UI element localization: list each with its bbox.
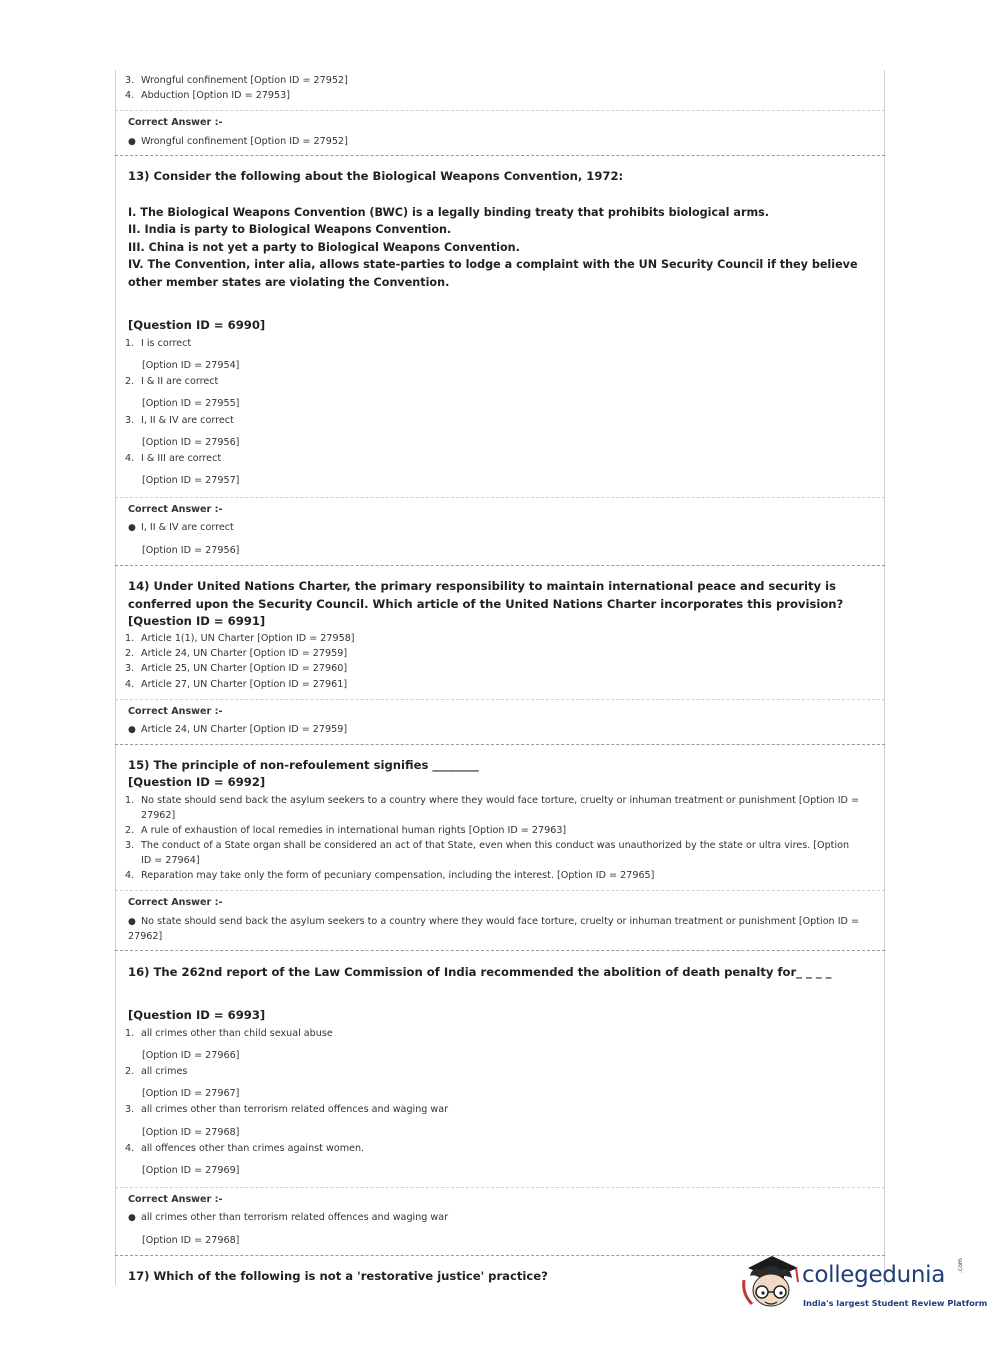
correct-answer: ● all crimes other than terrorism related offences and waging war (128, 1212, 449, 1223)
question-16-title: 16) The 262nd report of the Law Commission of India recommended the abolition of death penalty for_ _ _ _ (128, 965, 832, 979)
divider (115, 950, 885, 951)
question-13-title: 13) Consider the following about the Biological Weapons Convention, 1972: (128, 169, 624, 183)
question-id: [Question ID = 6993] (128, 1008, 266, 1022)
option-id: [Option ID = 27956] (142, 545, 240, 556)
option-item: 2. all crimes (125, 1066, 188, 1077)
option-id: [Option ID = 27968] (142, 1235, 240, 1246)
option-item: 2. Article 24, UN Charter [Option ID = 27959] (125, 648, 348, 659)
question-id: [Question ID = 6991] (128, 614, 266, 628)
statement-1: I. The Biological Weapons Convention (BWC) is a legally binding treaty that prohibits biological arms. (128, 206, 770, 219)
option-item-continued: 27962] (141, 810, 176, 821)
divider (115, 110, 885, 111)
correct-answer: ● No state should send back the asylum seekers to a country where they would face torture, cruelty or inhuman treatment or punishment [Option ID = (128, 916, 859, 927)
statement-4: IV. The Convention, inter alia, allows state-parties to lodge a complaint with the UN Security Council if they believe other member states are violating the Convention. (128, 258, 858, 289)
divider (115, 890, 885, 891)
correct-answer-label: Correct Answer :- (128, 706, 223, 717)
option-id: [Option ID = 27954] (142, 360, 240, 371)
option-item: 4. Article 27, UN Charter [Option ID = 27961] (125, 679, 348, 690)
correct-answer-label: Correct Answer :- (128, 1194, 223, 1205)
correct-answer: ● Article 24, UN Charter [Option ID = 27959] (128, 724, 348, 735)
option-id: [Option ID = 27966] (142, 1050, 240, 1061)
divider (115, 155, 885, 156)
option-item: 3. The conduct of a State organ shall be considered an act of that State, even when this conduct was unauthorized by the state or ultra vires. [Option (125, 840, 850, 851)
option-id: [Option ID = 27956] (142, 437, 240, 448)
option-item: 1. No state should send back the asylum seekers to a country where they would face torture, cruelty or inhuman treatment or punishment [Option ID = (125, 795, 859, 806)
option-item: 4. I & III are correct (125, 453, 222, 464)
divider (115, 1187, 885, 1188)
divider (115, 699, 885, 700)
divider (115, 565, 885, 566)
brand-name: collegedunia (802, 1262, 946, 1288)
option-item: 3. all crimes other than terrorism related offences and waging war (125, 1104, 449, 1115)
correct-answer: ● I, II & IV are correct (128, 522, 234, 533)
option-id: [Option ID = 27957] (142, 475, 240, 486)
option-id: [Option ID = 27968] (142, 1127, 240, 1138)
option-item: 1. I is correct (125, 338, 192, 349)
option-item: 3. I, II & IV are correct (125, 415, 234, 426)
statement-2: II. India is party to Biological Weapons Convention. (128, 223, 452, 236)
option-id: [Option ID = 27967] (142, 1088, 240, 1099)
option-item: 4. all offences other than crimes against women. (125, 1143, 365, 1154)
question-15-title: 15) The principle of non-refoulement signifies ________ (128, 758, 479, 772)
option-item: 2. A rule of exhaustion of local remedies in international human rights [Option ID = 27963] (125, 825, 567, 836)
option-item-continued: ID = 27964] (141, 855, 200, 866)
option-item: 2. I & II are correct (125, 376, 219, 387)
option-id: [Option ID = 27969] (142, 1165, 240, 1176)
brand-suffix: .com (957, 1258, 964, 1273)
correct-answer-label: Correct Answer :- (128, 897, 223, 908)
option-item: 4. Abduction [Option ID = 27953] (125, 90, 290, 101)
option-item: 3. Wrongful confinement [Option ID = 27952] (125, 75, 348, 86)
statement-3: III. China is not yet a party to Biological Weapons Convention. (128, 241, 520, 254)
question-id: [Question ID = 6990] (128, 318, 266, 332)
option-item: 1. Article 1(1), UN Charter [Option ID = 27958] (125, 633, 355, 644)
divider (115, 744, 885, 745)
correct-answer: ● Wrongful confinement [Option ID = 27952] (128, 136, 348, 147)
question-17-title: 17) Which of the following is not a 'restorative justice' practice? (128, 1269, 548, 1283)
divider (115, 497, 885, 498)
correct-answer-label: Correct Answer :- (128, 504, 223, 515)
question-id: [Question ID = 6992] (128, 775, 266, 789)
correct-answer-label: Correct Answer :- (128, 117, 223, 128)
option-id: [Option ID = 27955] (142, 398, 240, 409)
correct-answer-continued: 27962] (128, 931, 163, 942)
option-item: 4. Reparation may take only the form of pecuniary compensation, including the interest. [Option ID = 27965] (125, 870, 655, 881)
question-14-title: 14) Under United Nations Charter, the primary responsibility to maintain international peace and security is conferred upon the Security Council. Which article of the United Nations Charter incorporates this provision? (128, 579, 844, 611)
brand-tagline: India's largest Student Review Platform (803, 1298, 988, 1308)
option-item: 3. Article 25, UN Charter [Option ID = 27960] (125, 663, 348, 674)
option-item: 1. all crimes other than child sexual abuse (125, 1028, 333, 1039)
